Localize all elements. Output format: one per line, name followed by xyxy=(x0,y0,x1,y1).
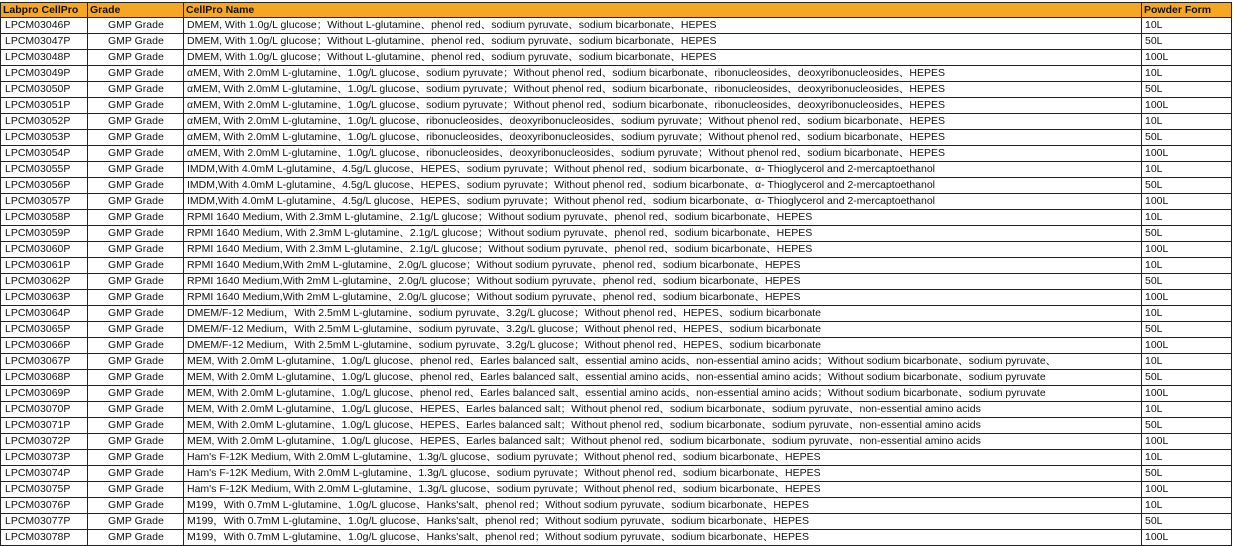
powder-form-cell[interactable]: 10L xyxy=(1142,162,1232,178)
table-row xyxy=(0,130,1232,146)
product-name-cell[interactable]: RPMI 1640 Medium,With 2mM L-glutamine、2.0g/L glucose；Without sodium pyruvate、phenol red、sodium bicarbonate、HEPES xyxy=(184,290,1142,306)
product-name-cell[interactable]: αMEM, With 2.0mM L-glutamine、1.0g/L glucose、sodium pyruvate；Without phenol red、sodium bicarbonate、ribonucleosides、deoxyribonucleosides、HEPES xyxy=(184,82,1142,98)
product-name-cell[interactable]: M199，With 0.7mM L-glutamine、1.0g/L glucose、Hanks'salt、phenol red；Without sodium pyruvate、sodium bicarbonate、HEPES xyxy=(184,514,1142,530)
product-name-cell[interactable]: MEM, With 2.0mM L-glutamine、1.0g/L glucose、HEPES、Earles balanced salt；Without phenol red、sodium bicarbonate、sodium pyruvate、non-essential amino acids xyxy=(184,418,1142,434)
powder-form-cell[interactable]: 10L xyxy=(1142,354,1232,370)
table-row xyxy=(0,306,1232,322)
table-row xyxy=(0,98,1232,114)
product-code-cell[interactable]: LPCM03062P xyxy=(0,274,88,290)
product-name-cell[interactable]: MEM, With 2.0mM L-glutamine、1.0g/L glucose、phenol red、Earles balanced salt、essential amino acids、non-essential amino acids；Without sodium bicarbonate、sodium pyruvate xyxy=(184,386,1142,402)
product-name-cell[interactable]: αMEM, With 2.0mM L-glutamine、1.0g/L glucose、ribonucleosides、deoxyribonucleosides、sodium pyruvate；Without phenol red、sodium bicarbonate、HEPES xyxy=(184,114,1142,130)
grade-cell[interactable]: GMP Grade xyxy=(88,386,184,402)
product-code-cell[interactable]: LPCM03070P xyxy=(0,402,88,418)
product-name-cell[interactable]: IMDM,With 4.0mM L-glutamine、4.5g/L glucose、HEPES、sodium pyruvate；Without phenol red、sodium bicarbonate、α- Thioglycerol and 2-mercaptoethanol xyxy=(184,178,1142,194)
product-name-cell[interactable]: RPMI 1640 Medium,With 2mM L-glutamine、2.0g/L glucose；Without sodium pyruvate、phenol red、sodium bicarbonate、HEPES xyxy=(184,258,1142,274)
table-row xyxy=(0,66,1232,82)
product-name-cell[interactable]: RPMI 1640 Medium, With 2.3mM L-glutamine、2.1g/L glucose；Without sodium pyruvate、phenol red、sodium bicarbonate、HEPES xyxy=(184,210,1142,226)
powder-form-cell[interactable]: 10L xyxy=(1142,66,1232,82)
grade-cell[interactable]: GMP Grade xyxy=(88,194,184,210)
powder-form-cell[interactable]: 50L xyxy=(1142,226,1232,242)
powder-form-cell[interactable]: 100L xyxy=(1142,242,1232,258)
product-code-cell[interactable]: LPCM03053P xyxy=(0,130,88,146)
powder-form-cell[interactable]: 50L xyxy=(1142,418,1232,434)
product-code-cell[interactable]: LPCM03073P xyxy=(0,450,88,466)
powder-form-cell[interactable]: 50L xyxy=(1142,514,1232,530)
product-name-cell[interactable]: IMDM,With 4.0mM L-glutamine、4.5g/L glucose、HEPES、sodium pyruvate；Without phenol red、sodium bicarbonate、α- Thioglycerol and 2-mercaptoethanol xyxy=(184,194,1142,210)
table-row xyxy=(0,498,1232,514)
table-row xyxy=(0,34,1232,50)
product-name-cell[interactable]: Ham's F-12K Medium, With 2.0mM L-glutamine、1.3g/L glucose、sodium pyruvate；Without phenol red、sodium bicarbonate、HEPES xyxy=(184,482,1142,498)
grade-cell[interactable]: GMP Grade xyxy=(88,162,184,178)
table-row xyxy=(0,322,1232,338)
powder-form-cell[interactable]: 10L xyxy=(1142,114,1232,130)
product-code-cell[interactable]: LPCM03056P xyxy=(0,178,88,194)
grade-cell[interactable]: GMP Grade xyxy=(88,418,184,434)
grade-cell[interactable]: GMP Grade xyxy=(88,66,184,82)
product-code-cell[interactable]: LPCM03055P xyxy=(0,162,88,178)
product-name-cell[interactable]: M199，With 0.7mM L-glutamine、1.0g/L glucose、Hanks'salt、phenol red；Without sodium pyruvate、sodium bicarbonate、HEPES xyxy=(184,530,1142,546)
grade-cell[interactable]: GMP Grade xyxy=(88,514,184,530)
table-row xyxy=(0,178,1232,194)
powder-form-cell[interactable]: 50L xyxy=(1142,370,1232,386)
product-code-cell[interactable]: LPCM03066P xyxy=(0,338,88,354)
table-row xyxy=(0,290,1232,306)
product-code-cell[interactable]: LPCM03076P xyxy=(0,498,88,514)
powder-form-cell[interactable]: 10L xyxy=(1142,18,1232,34)
grade-cell[interactable]: GMP Grade xyxy=(88,530,184,546)
header-row xyxy=(0,2,1232,18)
powder-form-cell[interactable]: 50L xyxy=(1142,178,1232,194)
powder-form-cell[interactable]: 10L xyxy=(1142,498,1232,514)
grade-cell[interactable]: GMP Grade xyxy=(88,82,184,98)
table-row xyxy=(0,338,1232,354)
powder-form-cell[interactable]: 100L xyxy=(1142,482,1232,498)
table-row xyxy=(0,146,1232,162)
product-code-cell[interactable]: LPCM03065P xyxy=(0,322,88,338)
product-code-cell[interactable]: LPCM03050P xyxy=(0,82,88,98)
product-code-cell[interactable]: LPCM03047P xyxy=(0,34,88,50)
product-code-cell[interactable]: LPCM03059P xyxy=(0,226,88,242)
grade-cell[interactable]: GMP Grade xyxy=(88,258,184,274)
table-body xyxy=(0,18,1232,546)
product-name-cell[interactable]: RPMI 1640 Medium, With 2.3mM L-glutamine、2.1g/L glucose；Without sodium pyruvate、phenol red、sodium bicarbonate、HEPES xyxy=(184,226,1142,242)
powder-form-cell[interactable]: 100L xyxy=(1142,290,1232,306)
table-row xyxy=(0,450,1232,466)
powder-form-cell[interactable]: 10L xyxy=(1142,210,1232,226)
grade-cell[interactable]: GMP Grade xyxy=(88,450,184,466)
product-name-cell[interactable]: DMEM, With 1.0g/L glucose；Without L-glutamine、phenol red、sodium pyruvate、sodium bicarbonate、HEPES xyxy=(184,18,1142,34)
table-row xyxy=(0,402,1232,418)
powder-form-cell[interactable]: 100L xyxy=(1142,146,1232,162)
table-row xyxy=(0,194,1232,210)
product-code-cell[interactable]: LPCM03071P xyxy=(0,418,88,434)
grade-cell[interactable]: GMP Grade xyxy=(88,402,184,418)
product-name-cell[interactable]: RPMI 1640 Medium,With 2mM L-glutamine、2.0g/L glucose；Without sodium pyruvate、phenol red、sodium bicarbonate、HEPES xyxy=(184,274,1142,290)
product-code-cell[interactable]: LPCM03052P xyxy=(0,114,88,130)
table-row xyxy=(0,114,1232,130)
grade-cell[interactable]: GMP Grade xyxy=(88,482,184,498)
product-name-cell[interactable]: DMEM, With 1.0g/L glucose；Without L-glutamine、phenol red、sodium pyruvate、sodium bicarbonate、HEPES xyxy=(184,34,1142,50)
powder-form-cell[interactable]: 50L xyxy=(1142,466,1232,482)
table-row xyxy=(0,258,1232,274)
powder-form-cell[interactable]: 10L xyxy=(1142,306,1232,322)
powder-form-cell[interactable]: 100L xyxy=(1142,386,1232,402)
powder-form-cell[interactable]: 100L xyxy=(1142,434,1232,450)
product-code-cell[interactable]: LPCM03067P xyxy=(0,354,88,370)
product-code-cell[interactable]: LPCM03072P xyxy=(0,434,88,450)
powder-form-cell[interactable]: 50L xyxy=(1142,274,1232,290)
table-row xyxy=(0,386,1232,402)
table-row xyxy=(0,514,1232,530)
powder-form-cell[interactable]: 50L xyxy=(1142,82,1232,98)
table-row xyxy=(0,82,1232,98)
product-name-cell[interactable]: DMEM/F-12 Medium，With 2.5mM L-glutamine、sodium pyruvate、3.2g/L glucose；Without phenol red、HEPES、sodium bicarbonate xyxy=(184,338,1142,354)
table-row xyxy=(0,466,1232,482)
product-code-cell[interactable]: LPCM03064P xyxy=(0,306,88,322)
product-code-cell[interactable]: LPCM03051P xyxy=(0,98,88,114)
product-name-cell[interactable]: M199，With 0.7mM L-glutamine、1.0g/L glucose、Hanks'salt、phenol red；Without sodium pyruvate、sodium bicarbonate、HEPES xyxy=(184,498,1142,514)
product-name-cell[interactable]: MEM, With 2.0mM L-glutamine、1.0g/L glucose、phenol red、Earles balanced salt、essential amino acids、non-essential amino acids；Without sodium bicarbonate、sodium pyruvate xyxy=(184,370,1142,386)
product-name-cell[interactable]: αMEM, With 2.0mM L-glutamine、1.0g/L glucose、sodium pyruvate；Without phenol red、sodium bicarbonate、ribonucleosides、deoxyribonucleosides、HEPES xyxy=(184,66,1142,82)
powder-form-cell[interactable]: 100L xyxy=(1142,338,1232,354)
product-name-cell[interactable]: Ham's F-12K Medium, With 2.0mM L-glutamine、1.3g/L glucose、sodium pyruvate；Without phenol red、sodium bicarbonate、HEPES xyxy=(184,466,1142,482)
grade-cell[interactable]: GMP Grade xyxy=(88,290,184,306)
product-name-cell[interactable]: αMEM, With 2.0mM L-glutamine、1.0g/L glucose、ribonucleosides、deoxyribonucleosides、sodium pyruvate；Without phenol red、sodium bicarbonate、HEPES xyxy=(184,146,1142,162)
table-row xyxy=(0,18,1232,34)
grade-cell[interactable]: GMP Grade xyxy=(88,146,184,162)
grade-cell[interactable]: GMP Grade xyxy=(88,306,184,322)
powder-form-cell[interactable]: 100L xyxy=(1142,50,1232,66)
table-row xyxy=(0,530,1232,546)
product-name-cell[interactable]: DMEM/F-12 Medium，With 2.5mM L-glutamine、sodium pyruvate、3.2g/L glucose；Without phenol red、HEPES、sodium bicarbonate xyxy=(184,322,1142,338)
product-name-cell[interactable]: RPMI 1640 Medium, With 2.3mM L-glutamine、2.1g/L glucose；Without sodium pyruvate、phenol red、sodium bicarbonate、HEPES xyxy=(184,242,1142,258)
grade-cell[interactable]: GMP Grade xyxy=(88,34,184,50)
product-name-cell[interactable]: DMEM, With 1.0g/L glucose；Without L-glutamine、phenol red、sodium pyruvate、sodium bicarbonate、HEPES xyxy=(184,50,1142,66)
product-name-cell[interactable]: αMEM, With 2.0mM L-glutamine、1.0g/L glucose、ribonucleosides、deoxyribonucleosides、sodium pyruvate；Without phenol red、sodium bicarbonate、HEPES xyxy=(184,130,1142,146)
product-table xyxy=(0,2,1232,546)
grade-cell[interactable]: GMP Grade xyxy=(88,354,184,370)
product-name-cell[interactable]: αMEM, With 2.0mM L-glutamine、1.0g/L glucose、sodium pyruvate；Without phenol red、sodium bicarbonate、ribonucleosides、deoxyribonucleosides、HEPES xyxy=(184,98,1142,114)
powder-form-cell[interactable]: 50L xyxy=(1142,322,1232,338)
powder-form-cell[interactable]: 100L xyxy=(1142,530,1232,546)
table-row xyxy=(0,354,1232,370)
product-code-cell[interactable]: LPCM03058P xyxy=(0,210,88,226)
powder-form-cell[interactable]: 10L xyxy=(1142,258,1232,274)
grade-cell[interactable]: GMP Grade xyxy=(88,322,184,338)
product-code-cell[interactable]: LPCM03063P xyxy=(0,290,88,306)
header-powder-form[interactable]: Powder Form xyxy=(1142,2,1232,18)
product-code-cell[interactable]: LPCM03077P xyxy=(0,514,88,530)
product-name-cell[interactable]: DMEM/F-12 Medium，With 2.5mM L-glutamine、sodium pyruvate、3.2g/L glucose；Without phenol red、HEPES、sodium bicarbonate xyxy=(184,306,1142,322)
table-row xyxy=(0,210,1232,226)
product-code-cell[interactable]: LPCM03078P xyxy=(0,530,88,546)
table-row xyxy=(0,242,1232,258)
grade-cell[interactable]: GMP Grade xyxy=(88,338,184,354)
header-cellpro-name[interactable]: CellPro Name xyxy=(184,2,1142,18)
table-row xyxy=(0,50,1232,66)
powder-form-cell[interactable]: 100L xyxy=(1142,194,1232,210)
product-code-cell[interactable]: LPCM03069P xyxy=(0,386,88,402)
product-code-cell[interactable]: LPCM03060P xyxy=(0,242,88,258)
grade-cell[interactable]: GMP Grade xyxy=(88,226,184,242)
powder-form-cell[interactable]: 10L xyxy=(1142,450,1232,466)
table-row xyxy=(0,226,1232,242)
product-code-cell[interactable]: LPCM03074P xyxy=(0,466,88,482)
grade-cell[interactable]: GMP Grade xyxy=(88,98,184,114)
grade-cell[interactable]: GMP Grade xyxy=(88,498,184,514)
powder-form-cell[interactable]: 50L xyxy=(1142,34,1232,50)
table-row xyxy=(0,434,1232,450)
powder-form-cell[interactable]: 50L xyxy=(1142,130,1232,146)
product-name-cell[interactable]: IMDM,With 4.0mM L-glutamine、4.5g/L glucose、HEPES、sodium pyruvate；Without phenol red、sodium bicarbonate、α- Thioglycerol and 2-mercaptoethanol xyxy=(184,162,1142,178)
product-code-cell[interactable]: LPCM03068P xyxy=(0,370,88,386)
grade-cell[interactable]: GMP Grade xyxy=(88,210,184,226)
table-row xyxy=(0,274,1232,290)
product-code-cell[interactable]: LPCM03057P xyxy=(0,194,88,210)
grade-cell[interactable]: GMP Grade xyxy=(88,274,184,290)
product-name-cell[interactable]: Ham's F-12K Medium, With 2.0mM L-glutamine、1.3g/L glucose、sodium pyruvate；Without phenol red、sodium bicarbonate、HEPES xyxy=(184,450,1142,466)
product-code-cell[interactable]: LPCM03046P xyxy=(0,18,88,34)
product-code-cell[interactable]: LPCM03049P xyxy=(0,66,88,82)
product-name-cell[interactable]: MEM, With 2.0mM L-glutamine、1.0g/L glucose、HEPES、Earles balanced salt；Without phenol red、sodium bicarbonate、sodium pyruvate、non-essential amino acids xyxy=(184,402,1142,418)
grade-cell[interactable]: GMP Grade xyxy=(88,434,184,450)
grade-cell[interactable]: GMP Grade xyxy=(88,242,184,258)
header-grade[interactable]: Grade xyxy=(88,2,184,18)
product-code-cell[interactable]: LPCM03061P xyxy=(0,258,88,274)
table-row xyxy=(0,162,1232,178)
grade-cell[interactable]: GMP Grade xyxy=(88,370,184,386)
product-code-cell[interactable]: LPCM03048P xyxy=(0,50,88,66)
product-name-cell[interactable]: MEM, With 2.0mM L-glutamine、1.0g/L glucose、phenol red、Earles balanced salt、essential amino acids、non-essential amino acids；Without sodium bicarbonate、sodium pyruvate、 xyxy=(184,354,1142,370)
grade-cell[interactable]: GMP Grade xyxy=(88,178,184,194)
table-row xyxy=(0,482,1232,498)
grade-cell[interactable]: GMP Grade xyxy=(88,130,184,146)
grade-cell[interactable]: GMP Grade xyxy=(88,50,184,66)
product-code-cell[interactable]: LPCM03054P xyxy=(0,146,88,162)
grade-cell[interactable]: GMP Grade xyxy=(88,18,184,34)
grade-cell[interactable]: GMP Grade xyxy=(88,114,184,130)
table-row xyxy=(0,370,1232,386)
product-code-cell[interactable]: LPCM03075P xyxy=(0,482,88,498)
product-name-cell[interactable]: MEM, With 2.0mM L-glutamine、1.0g/L glucose、HEPES、Earles balanced salt；Without phenol red、sodium bicarbonate、sodium pyruvate、non-essential amino acids xyxy=(184,434,1142,450)
powder-form-cell[interactable]: 100L xyxy=(1142,98,1232,114)
header-labpro-cellpro[interactable]: Labpro CellPro xyxy=(0,2,88,18)
grade-cell[interactable]: GMP Grade xyxy=(88,466,184,482)
powder-form-cell[interactable]: 10L xyxy=(1142,402,1232,418)
table-row xyxy=(0,418,1232,434)
